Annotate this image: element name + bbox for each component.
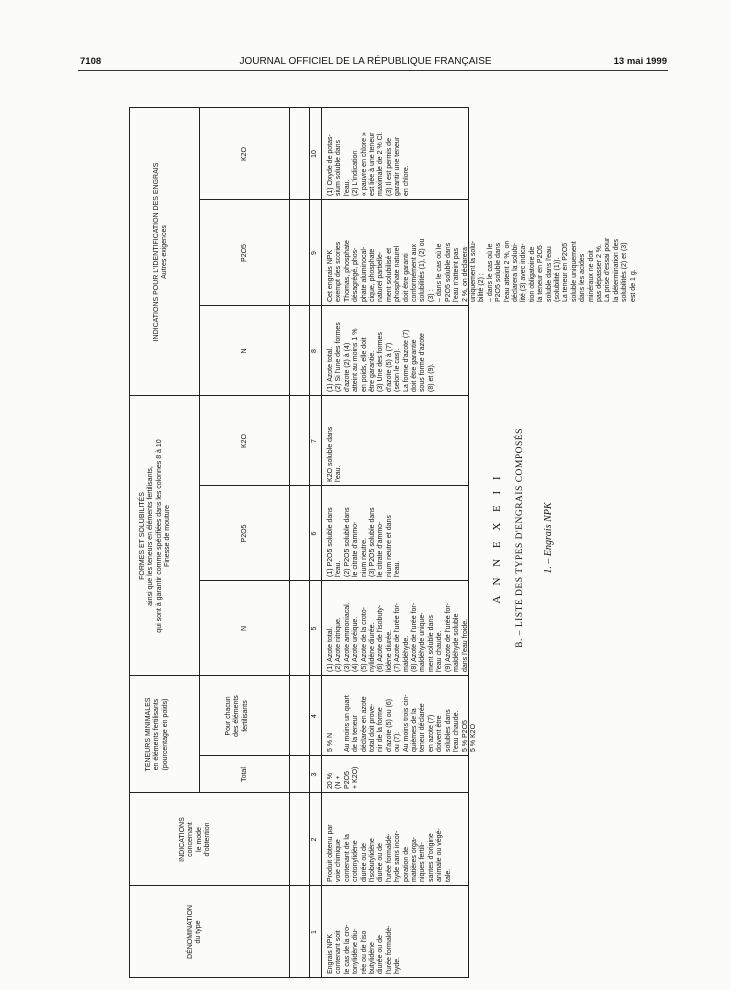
column-rule-7 bbox=[129, 395, 469, 396]
header-rule bbox=[78, 70, 668, 71]
column-header-pour-chacun: Pour chacun des éléments fertilisants bbox=[225, 695, 249, 737]
number-row-divider bbox=[309, 108, 310, 978]
column-number-8: 8 bbox=[311, 349, 318, 353]
column-number-1: 1 bbox=[311, 930, 318, 934]
group-header-identification: INDICATIONS POUR L'IDENTIFICATION DES ENGRAIS Autres exigences bbox=[153, 162, 169, 342]
column-number-3: 3 bbox=[311, 772, 318, 777]
column-header-n: N bbox=[241, 625, 248, 632]
body-cell-c10: (1) Oxyde de potas- sium soluble dans l'eau. (2) L'indication « pauvre en chlore » est liée à une teneur maximale de 2 % Cl. (3) Il est permis de garantir une teneur en chlore. bbox=[327, 131, 410, 196]
column-number-9: 9 bbox=[311, 251, 318, 255]
column-number-2: 2 bbox=[311, 837, 318, 842]
column-rule-1 bbox=[129, 885, 469, 886]
page-number: 7108 bbox=[80, 56, 102, 67]
formes-subheader-rule bbox=[199, 396, 200, 676]
table-border-bottom bbox=[468, 108, 469, 978]
body-cell-c1: Engrais NPK contenant soit le cas de la cro- tonylidène diu- rée ou de l'iso butylidène diurée ou de l'urée formaldé- hyde. bbox=[327, 924, 402, 974]
column-header-obtention: INDICATIONS concernant le mode d'obtention bbox=[179, 817, 212, 862]
column-rule-6 bbox=[199, 485, 469, 486]
annex-title: A N N E X E I I bbox=[491, 472, 503, 604]
body-cell-c5: (1) Azote total. (2) Azote nitrique. (3) Azote ammoniacal. (4) Azote uréique. (5) Azote de la croto- nylidène diurée. (6) Azote de l'isobuty- lidène diurée. (7) Azote de l'urée for- maldéhyde. (8) Azote de l'urée for- maldéhyde unique- ment soluble dans l'eau chaude. (9) Azote de l'urée for- maldéhyde soluble dans l'eau froide. bbox=[327, 602, 469, 672]
column-header-p2o5-ident: P2O5 bbox=[241, 244, 248, 262]
column-rule-3 bbox=[199, 755, 469, 756]
column-rule-8 bbox=[199, 305, 469, 306]
body-cell-c6: (1) P2O5 soluble dans l'eau. (2) P2O5 soluble dans le citrate d'ammo- nium neutre. (3) P2O5 soluble dans le citrate d'ammo- nium neutre et dans l'eau. bbox=[327, 507, 402, 577]
column-rule-0 bbox=[129, 977, 469, 978]
body-cell-c9: Cet engrais NPK exempt des scories Thomas, phosphate désagrégé, phos- phate aluminocal- cique, phosphate naturel partielle- ment solubilisé et phosphate naturel doit être garanti conformément aux solubilités (1), (2) ou (3) : – dans le cas où le P2O5 soluble dans l'eau n'atteint pas 2 %, on déclarera uniquement la solu- bilité (2) ; – dans le cas où le P2O5 soluble dans l'eau atteint 2 %, on déclarera la solubi- lité (3) avec indica- tion obligatoire de la teneur en P2O5 soluble dans l'eau (solubilité (1)). La teneur en P2O5 soluble uniquement dans les acides minéraux ne doit pas dépasser 2 %. La prise d'essai pour la détermination des solubilités (2) et (3) est de 1 g. bbox=[327, 237, 637, 302]
column-header-k2o-ident: K2O bbox=[241, 147, 248, 162]
header-divider bbox=[289, 108, 290, 978]
publication-date: 13 mai 1999 bbox=[613, 56, 667, 67]
table-border-top bbox=[129, 108, 130, 978]
identification-subheader-rule bbox=[199, 108, 200, 396]
column-number-5: 5 bbox=[311, 626, 318, 631]
annex-subtitle: B. – LISTE DES TYPES D'ENGRAIS COMPOSÉS bbox=[515, 428, 525, 648]
column-number-10: 10 bbox=[311, 150, 318, 158]
body-divider bbox=[321, 108, 322, 978]
column-rule-9 bbox=[199, 199, 469, 200]
group-header-teneurs: TENEURS MINIMALES en éléments fertilisants (pourcentage en poids) bbox=[145, 697, 169, 772]
column-number-4: 4 bbox=[311, 714, 318, 718]
annex-section-title: 1. – Engrais NPK bbox=[543, 502, 554, 574]
column-rule-4 bbox=[129, 675, 469, 676]
body-cell-c4: 5 % N Au moins un quart de la teneur déclarée en azote total doit prove- nir de la forme d'azote (5) ou (6) ou (7). Au moins trois cin- quièmes de la teneur déclarée en azote (7) doivent être solubles dans l'eau chaude. 5 % P2O5 5 % K2O bbox=[327, 694, 477, 752]
column-rule-5 bbox=[199, 580, 469, 581]
column-header-p2o5: P2O5 bbox=[241, 524, 248, 543]
column-header-denomination: DÉNOMINATION du type bbox=[187, 905, 203, 959]
column-number-6: 6 bbox=[311, 531, 318, 536]
rotated-annex-block bbox=[129, 98, 637, 978]
group-header-formes: FORMES ET SOLUBILITÉS ainsi que les teneurs en éléments fertilisants, qui sont à garantir comme spécifiées dans les colonnes 8 à 10 Finesse de mouture bbox=[139, 439, 172, 633]
journal-title: JOURNAL OFFICIEL DE LA RÉPUBLIQUE FRANÇAISE bbox=[239, 56, 492, 67]
body-cell-c8: (1) Azote total. (2) Si l'une des formes d'azote (2) à (4) atteint au moins 1 % en poids, elle doit être garantie. (3) Une des formes d'azote (5) à (7) (selon le cas). La forme d'azote (7) doit être garantie sous forme d'azote (8) et (9). bbox=[327, 322, 435, 392]
column-rule-10 bbox=[129, 107, 469, 108]
column-number-7: 7 bbox=[311, 439, 318, 443]
teneurs-subheader-rule bbox=[199, 676, 200, 793]
column-header-k2o: K2O bbox=[241, 434, 248, 449]
column-header-n-ident: N bbox=[241, 348, 248, 354]
body-cell-c3: 20 % (N + P2O5 + K2O) bbox=[327, 766, 360, 789]
column-header-total: Total bbox=[241, 767, 248, 782]
body-cell-c2: Produit obtenu par voie chimique contenant de la crotonylidène diurée ou de l'isobutylidène diurée ou de l'urée formaldé- hyde sans incor- poration de matières orga- niques fertili- santes d'origine animale ou végé- tale. bbox=[327, 824, 452, 882]
body-cell-c7: K2O soluble dans l'eau. bbox=[327, 426, 343, 482]
column-rule-2 bbox=[129, 792, 469, 793]
